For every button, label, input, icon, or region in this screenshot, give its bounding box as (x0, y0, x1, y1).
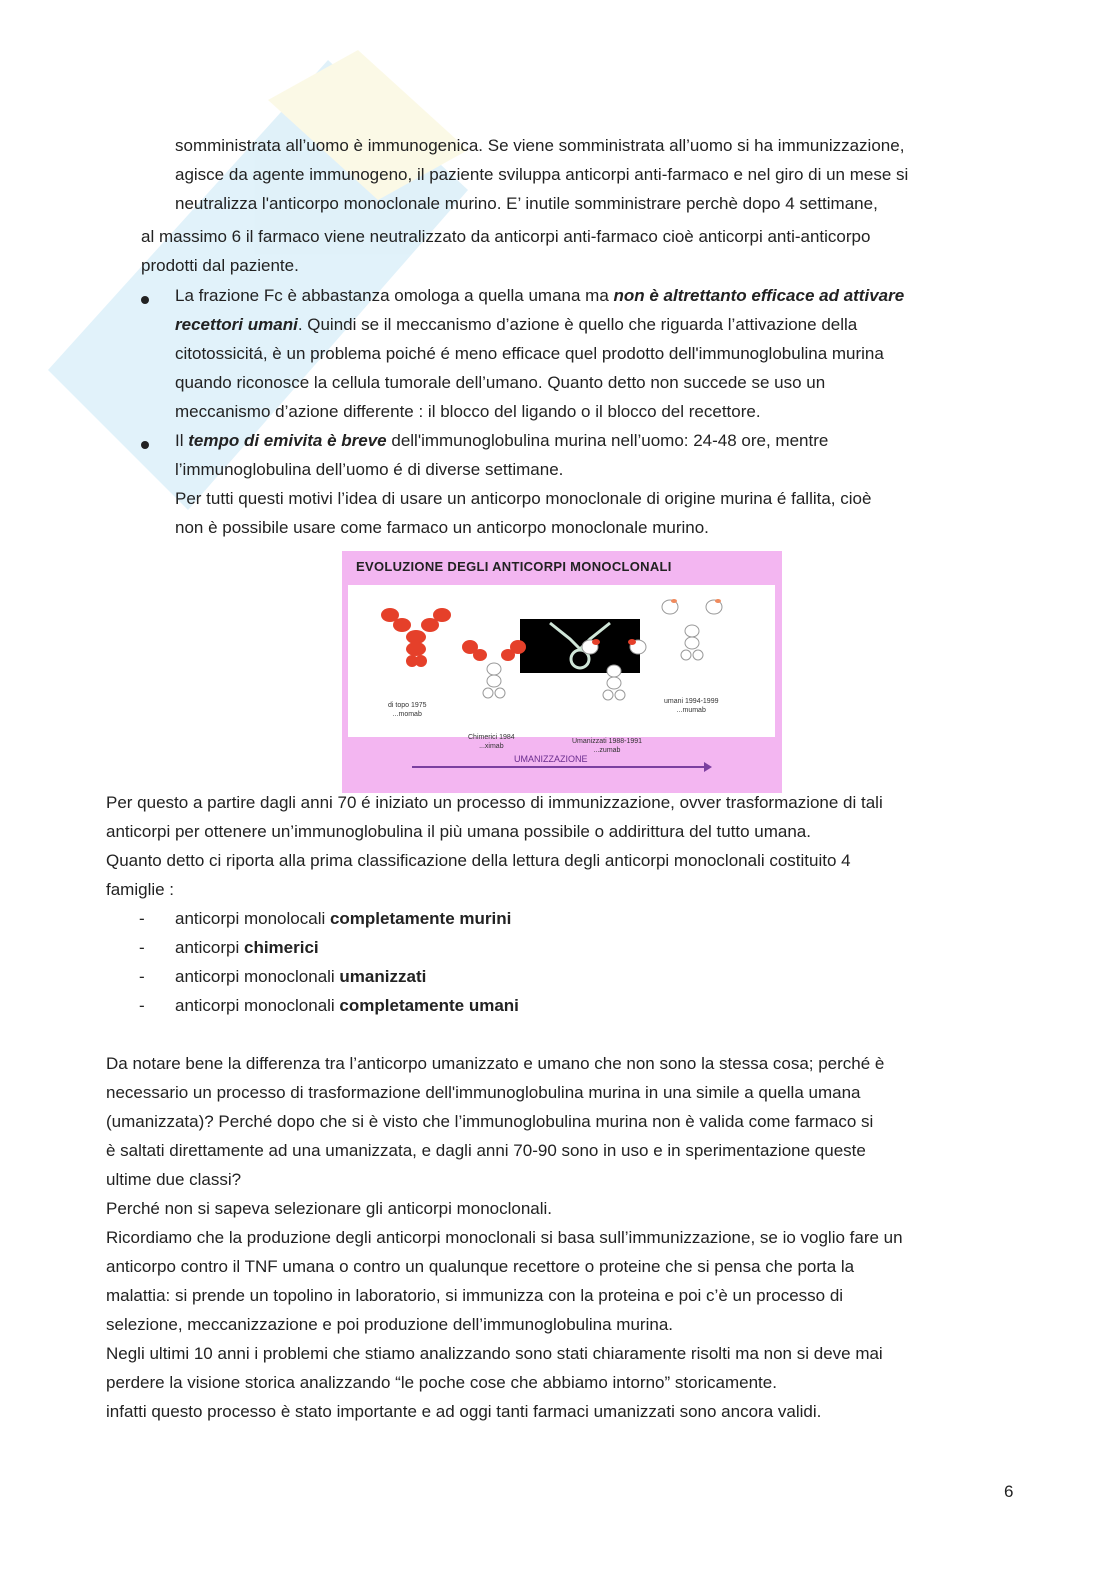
text-line: malattia: si prende un topolino in laboratorio, si immunizza con la proteina e poi c’è un processo di (106, 1286, 844, 1305)
label-line: Chimerici 1984 (468, 734, 515, 741)
label-humanized (572, 737, 642, 755)
text-line: non è possibile usare come farmaco un anticorpo monoclonale murino. (175, 518, 709, 537)
label-line: di topo 1975 (388, 702, 427, 709)
list-item (175, 904, 511, 933)
text-line: (umanizzata)? Perché dopo che si è visto che l’immunoglobulina murina non è valida come farmaco si (106, 1112, 874, 1131)
text-line: agisce da agente immunogeno, il paziente sviluppa anticorpi anti-farmaco e nel giro di un mese si (175, 165, 909, 184)
label-line: Umanizzati 1988-1991 (572, 738, 643, 745)
bullet-icon (141, 441, 149, 449)
antibody-evolution-figure (342, 551, 782, 793)
text-span: . Quindi se il meccanismo d’azione è quello che riguarda l’attivazione della (297, 315, 858, 334)
bold-text: completamente murini (329, 909, 512, 928)
text-span: anticorpi monoclonali (175, 967, 340, 986)
text-line: somministrata all’uomo è immunogenica. Se viene somministrata all’uomo si ha immunizzazione, (175, 136, 905, 155)
text-line: infatti questo processo è stato importante e ad oggi tanti farmaci umanizzati sono ancora validi. (106, 1402, 822, 1421)
text-span: La frazione Fc è abbastanza omologa a quella umana ma (175, 286, 614, 305)
list-marker: - (139, 967, 145, 986)
list-marker: - (139, 938, 145, 957)
label-line: ...momab (392, 711, 422, 718)
text-line: famiglie : (106, 880, 175, 899)
text-span: anticorpi monoclonali (175, 996, 340, 1015)
label-line: ...ximab (479, 743, 504, 750)
emphasis-text: recettori umani (175, 315, 298, 334)
text-line: è saltati direttamente ad una umanizzata, e dagli anni 70-90 sono in uso e in sperimentazione queste (106, 1141, 866, 1160)
label-line: ...mumab (676, 707, 706, 714)
arrow-label: UMANIZZAZIONE (514, 754, 588, 764)
bullet-emivita-line1 (175, 426, 828, 455)
text-line: Per tutti questi motivi l’idea di usare un anticorpo monoclonale di origine murina é fallita, cioè (175, 489, 872, 508)
label-mouse (388, 701, 427, 719)
emphasis-text: tempo di emivita è breve (188, 431, 387, 450)
list-marker: - (139, 909, 145, 928)
page-number: 6 (1004, 1482, 1014, 1501)
mouse-antibody-icon (381, 608, 451, 667)
humanized-antibody-icon (582, 639, 646, 700)
label-line: umani 1994-1999 (664, 698, 719, 705)
figure-panel (348, 585, 775, 754)
text-line: selezione, meccanizzazione e poi produzione dell’immunoglobulina murina. (106, 1315, 673, 1334)
text-line: prodotti dal paziente. (141, 256, 299, 275)
bold-text: completamente umani (339, 996, 519, 1015)
text-line: Per questo a partire dagli anni 70 é iniziato un processo di immunizzazione, ovver trasformazione di tali (106, 793, 883, 812)
figure-title: EVOLUZIONE DEGLI ANTICORPI MONOCLONALI (356, 559, 672, 574)
text-line: anticorpo contro il TNF umana o contro un qualunque recettore o proteine che si pensa che porta la (106, 1257, 855, 1276)
text-line: Ricordiamo che la produzione degli anticorpi monoclonali si basa sull’immunizzazione, se io voglio fare un (106, 1228, 903, 1247)
list-marker: - (139, 996, 145, 1015)
arrow-right-icon (412, 761, 712, 773)
text-line: Da notare bene la differenza tra l’anticorpo umanizzato e umano che non sono la stessa cosa; perché è (106, 1054, 885, 1073)
text-line: Perché non si sapeva selezionare gli anticorpi monoclonali. (106, 1199, 553, 1218)
text-span: dell'immunoglobulina murina nell’uomo: 24-48 ore, mentre (386, 431, 829, 450)
text-span: anticorpi (175, 938, 244, 957)
label-line: ...zumab (593, 747, 621, 754)
list-item (175, 962, 426, 991)
text-line: neutralizza l'anticorpo monoclonale murino. E’ inutile somministrare perchè dopo 4 settimane, (175, 194, 878, 213)
human-antibody-icon (662, 599, 722, 660)
text-line: al massimo 6 il farmaco viene neutralizzato da anticorpi anti-farmaco cioè anticorpi anti-anticorpo (141, 227, 871, 246)
bold-text: chimerici (243, 938, 319, 957)
bullet-fc-line2 (175, 310, 857, 339)
text-line: Quanto detto ci riporta alla prima classificazione della lettura degli anticorpi monoclonali costituito 4 (106, 851, 851, 870)
text-line: ultime due classi? (106, 1170, 242, 1189)
bullet-icon (141, 296, 149, 304)
text-line: Negli ultimi 10 anni i problemi che stiamo analizzando sono stati chiaramente risolti ma non si deve mai (106, 1344, 883, 1363)
text-line: meccanismo d’azione differente : il blocco del ligando o il blocco del recettore. (175, 402, 761, 421)
bold-text: umanizzati (339, 967, 427, 986)
text-span: Il (175, 431, 189, 450)
emphasis-text: non è altrettanto efficace ad attivare (613, 286, 905, 305)
text-line: l’immunoglobulina dell’uomo é di diverse settimane. (175, 460, 564, 479)
list-item (175, 933, 319, 962)
text-span: anticorpi monolocali (175, 909, 330, 928)
chimeric-antibody-icon (462, 640, 526, 698)
text-line: perdere la visione storica analizzando “le poche cose che abbiamo intorno” storicamente. (106, 1373, 777, 1392)
list-item (175, 991, 519, 1020)
text-line: quando riconosce la cellula tumorale dell’umano. Quanto detto non succede se uso un (175, 373, 826, 392)
text-line: citotossicitá, è un problema poiché é meno efficace quel prodotto dell'immunoglobulina murina (175, 344, 884, 363)
label-chimeric (468, 733, 515, 751)
text-line: anticorpi per ottenere un’immunoglobulina il più umana possibile o addirittura del tutto umana. (106, 822, 811, 841)
label-human (664, 697, 719, 715)
text-line: necessario un processo di trasformazione dell'immunoglobulina murina in una simile a quella umana (106, 1083, 861, 1102)
bullet-fc-line1 (175, 281, 904, 310)
